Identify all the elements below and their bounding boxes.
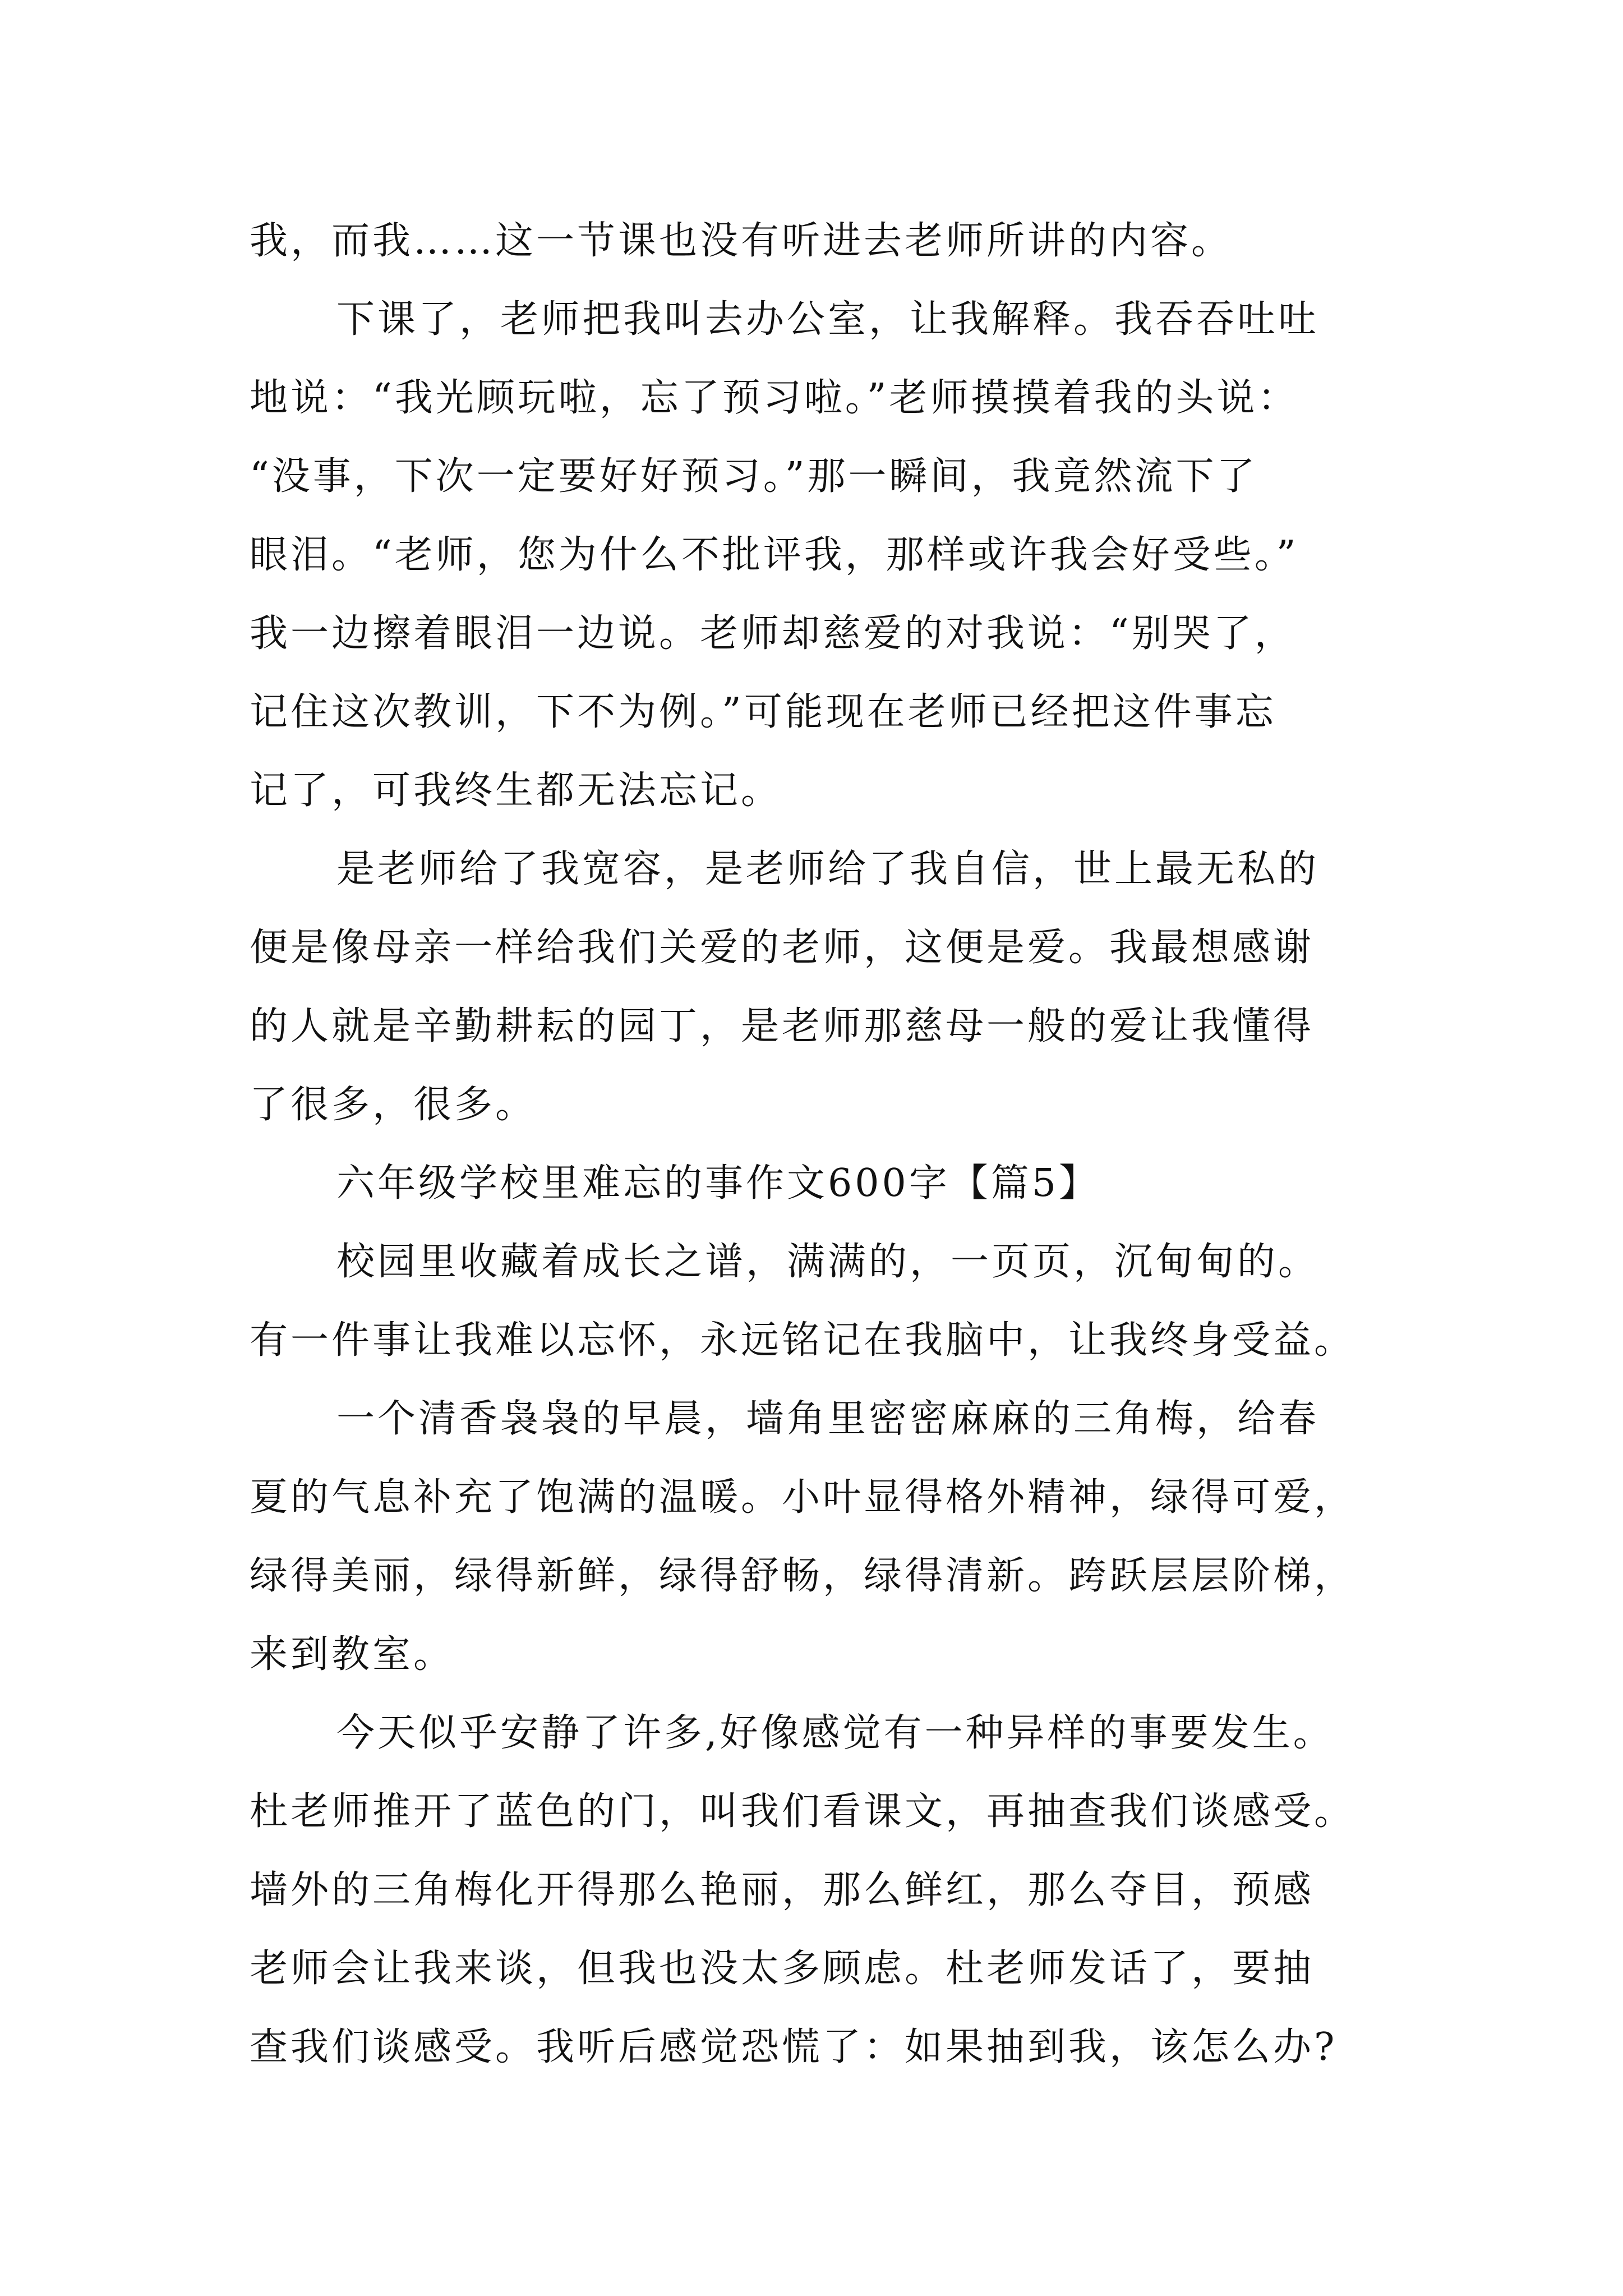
paragraph-first-line: 是老师给了我宽容，是老师给了我自信，世上最无私的: [336, 847, 1320, 891]
text-line: 我，而我……这一节课也没有听进去老师所讲的内容。: [250, 219, 1233, 263]
text-line: 查我们谈感受。我听后感觉恐慌了：如果抽到我，该怎么办?: [250, 2025, 1338, 2069]
text-line: 我一边擦着眼泪一边说。老师却慈爱的对我说：“别哭了，: [250, 611, 1295, 656]
text-line: 的人就是辛勤耕耘的园丁，是老师那慈母一般的爱让我懂得: [250, 1004, 1315, 1048]
text-line: 来到教室。: [250, 1632, 455, 1677]
paragraph-first-line: 校园里收藏着成长之谱，满满的，一页页，沉甸甸的。: [336, 1240, 1320, 1284]
paragraph-first-line: 一个清香袅袅的早晨，墙角里密密麻麻的三角梅，给春: [336, 1397, 1320, 1441]
section-heading: 六年级学校里难忘的事作文600字【篇5】: [336, 1161, 1100, 1205]
text-line: 夏的气息补充了饱满的温暖。小叶显得格外精神，绿得可爱，: [250, 1475, 1355, 1520]
text-line: 有一件事让我难以忘怀，永远铭记在我脑中，让我终身受益。: [250, 1318, 1355, 1363]
text-line: 记了，可我终生都无法忘记。: [250, 769, 782, 813]
text-line: 眼泪。“老师，您为什么不批评我，那样或许我会好受些。”: [250, 533, 1299, 577]
text-line: 记住这次教训，下不为例。”可能现在老师已经把这件事忘: [250, 690, 1276, 734]
paragraph-first-line: 下课了，老师把我叫去办公室，让我解释。我吞吞吐吐: [336, 297, 1320, 342]
paragraph-first-line: 今天似乎安静了许多,好像感觉有一种异样的事要发生。: [336, 1711, 1334, 1755]
text-line: 了很多，很多。: [250, 1083, 537, 1127]
text-line: 墙外的三角梅化开得那么艳丽，那么鲜红，那么夺目，预感: [250, 1868, 1315, 1912]
text-line: 老师会让我来谈，但我也没太多顾虑。杜老师发话了，要抽: [250, 1947, 1315, 1991]
text-line: 绿得美丽，绿得新鲜，绿得舒畅，绿得清新。跨跃层层阶梯，: [250, 1554, 1355, 1598]
text-line: “没事，下次一定要好好预习。”那一瞬间，我竟然流下了: [250, 454, 1258, 499]
text-line: 杜老师推开了蓝色的门，叫我们看课文，再抽查我们谈感受。: [250, 1789, 1355, 1834]
text-line: 地说：“我光顾玩啦，忘了预习啦。”老师摸摸着我的头说：: [250, 376, 1299, 420]
text-line: 便是像母亲一样给我们关爱的老师，这便是爱。我最想感谢: [250, 926, 1315, 970]
